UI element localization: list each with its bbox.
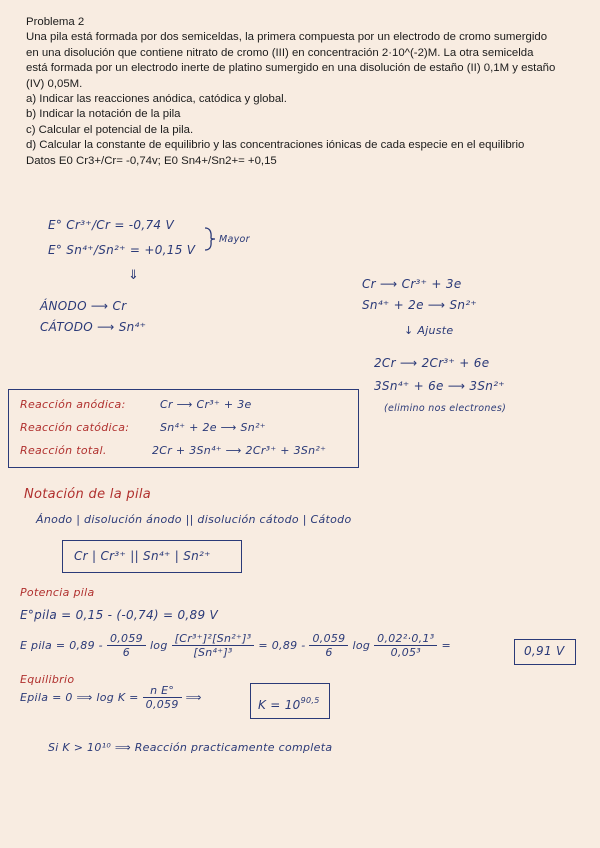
fraction-1 <box>107 632 146 659</box>
fraction-k <box>143 684 182 711</box>
nernst-equals: = <box>441 639 451 652</box>
fraction-1-num: 0,059 <box>107 632 146 646</box>
statement-line: a) Indicar las reacciones anódica, catódica y global. <box>26 93 287 106</box>
k-value <box>258 696 320 712</box>
problem-statement <box>26 15 586 169</box>
fraction-4-den: 0,05³ <box>390 646 422 659</box>
statement-line: (IV) 0,05M. <box>26 77 83 90</box>
fraction-3-num: 0,059 <box>309 632 348 646</box>
statement-line: Datos E0 Cr3+/Cr= -0,74v; E0 Sn4+/Sn2+= +0,15 <box>26 154 277 167</box>
adjusted-cr: 2Cr ⟶ 2Cr³⁺ + 6e <box>374 356 490 370</box>
fraction-2-num: [Cr³⁺]²[Sn²⁺]³ <box>172 632 255 646</box>
brace-icon <box>203 226 217 252</box>
conclusion: Si K > 10¹⁰ ⟹ Reacción practicamente completa <box>48 741 333 754</box>
total-equation: 2Cr + 3Sn⁴⁺ ⟶ 2Cr³⁺ + 3Sn²⁺ <box>152 444 327 457</box>
cell-potential-result: 0,91 V <box>524 644 565 658</box>
fraction-k-den: 0,059 <box>145 698 179 711</box>
down-arrow: ⇓ <box>128 268 140 283</box>
fraction-3-den: 6 <box>325 646 333 659</box>
standard-potential: E°pila = 0,15 - (-0,74) = 0,89 V <box>20 608 219 622</box>
fraction-2 <box>172 632 255 659</box>
anodo-line: ÁNODO ⟶ Cr <box>40 299 127 313</box>
log-1: log <box>149 639 168 652</box>
elimino-note: (elimino nos electrones) <box>384 403 507 414</box>
half-reaction-cr: Cr ⟶ Cr³⁺ + 3e <box>362 277 462 291</box>
k-exponent: 90,5 <box>300 696 320 705</box>
cathodic-equation: Sn⁴⁺ + 2e ⟶ Sn²⁺ <box>160 421 266 434</box>
fraction-4 <box>374 632 437 659</box>
mayor-note: Mayor <box>219 234 250 245</box>
log-2: log <box>352 639 371 652</box>
fraction-3 <box>309 632 348 659</box>
nernst-equation <box>20 632 451 659</box>
total-label: Reacción total. <box>20 444 107 457</box>
statement-line: Problema 2 <box>26 16 85 28</box>
nernst-mid: = 0,89 - <box>258 639 306 652</box>
k-base: K = 10 <box>258 698 301 712</box>
ajuste-label: Ajuste <box>417 324 454 337</box>
catodo-line: CÁTODO ⟶ Sn⁴⁺ <box>40 320 147 334</box>
equilibrium-title: Equilibrio <box>20 673 75 686</box>
nernst-prefix: E pila = 0,89 - <box>20 639 103 652</box>
anodic-label: Reacción anódica: <box>20 398 126 411</box>
adjusted-sn: 3Sn⁴⁺ + 6e ⟶ 3Sn²⁺ <box>374 379 505 393</box>
half-reaction-sn: Sn⁴⁺ + 2e ⟶ Sn²⁺ <box>362 298 478 312</box>
fraction-1-den: 6 <box>122 646 131 659</box>
cell-notation: Cr | Cr³⁺ || Sn⁴⁺ | Sn²⁺ <box>74 549 211 563</box>
fraction-4-num: 0,02²·0,1³ <box>374 632 437 646</box>
fraction-k-num: n E° <box>143 684 182 698</box>
notation-title: Notación de la pila <box>24 487 152 502</box>
statement-line: d) Calcular la constante de equilibrio y las concentraciones iónicas de cada especie en el equilibrio <box>26 139 525 152</box>
statement-line: c) Calcular el potencial de la pila. <box>26 123 194 136</box>
equilibrium-arrow: ⟹ <box>185 691 202 704</box>
fraction-2-den: [Sn⁴⁺]³ <box>193 646 233 659</box>
potential-title: Potencia pila <box>20 586 95 599</box>
cathodic-label: Reacción catódica: <box>20 421 130 434</box>
equilibrium-equation <box>20 684 202 711</box>
statement-line: en una disolución que contiene nitrato de cromo (III) en concentración 2·10^(-2)M. La otra semicelda <box>26 46 534 59</box>
notation-description: Ánodo | disolución ánodo || disolución cátodo | Cátodo <box>36 513 352 526</box>
statement-line: b) Indicar la notación de la pila <box>26 108 181 121</box>
anodic-equation: Cr ⟶ Cr³⁺ + 3e <box>160 398 252 411</box>
equilibrium-prefix: Epila = 0 ⟹ log K = <box>20 691 139 704</box>
potential-sn: E° Sn⁴⁺/Sn²⁺ = +0,15 V <box>48 243 196 257</box>
statement-line: está formada por un electrodo inerte de platino sumergido en una disolución de estaño (II) 0,1M y estaño <box>26 62 556 75</box>
ajuste-note: ↓ Ajuste <box>404 324 454 337</box>
statement-line: Una pila está formada por dos semiceldas, la primera compuesta por un electrodo de cromo sumergido <box>26 31 548 44</box>
potential-cr: E° Cr³⁺/Cr = -0,74 V <box>48 218 174 232</box>
